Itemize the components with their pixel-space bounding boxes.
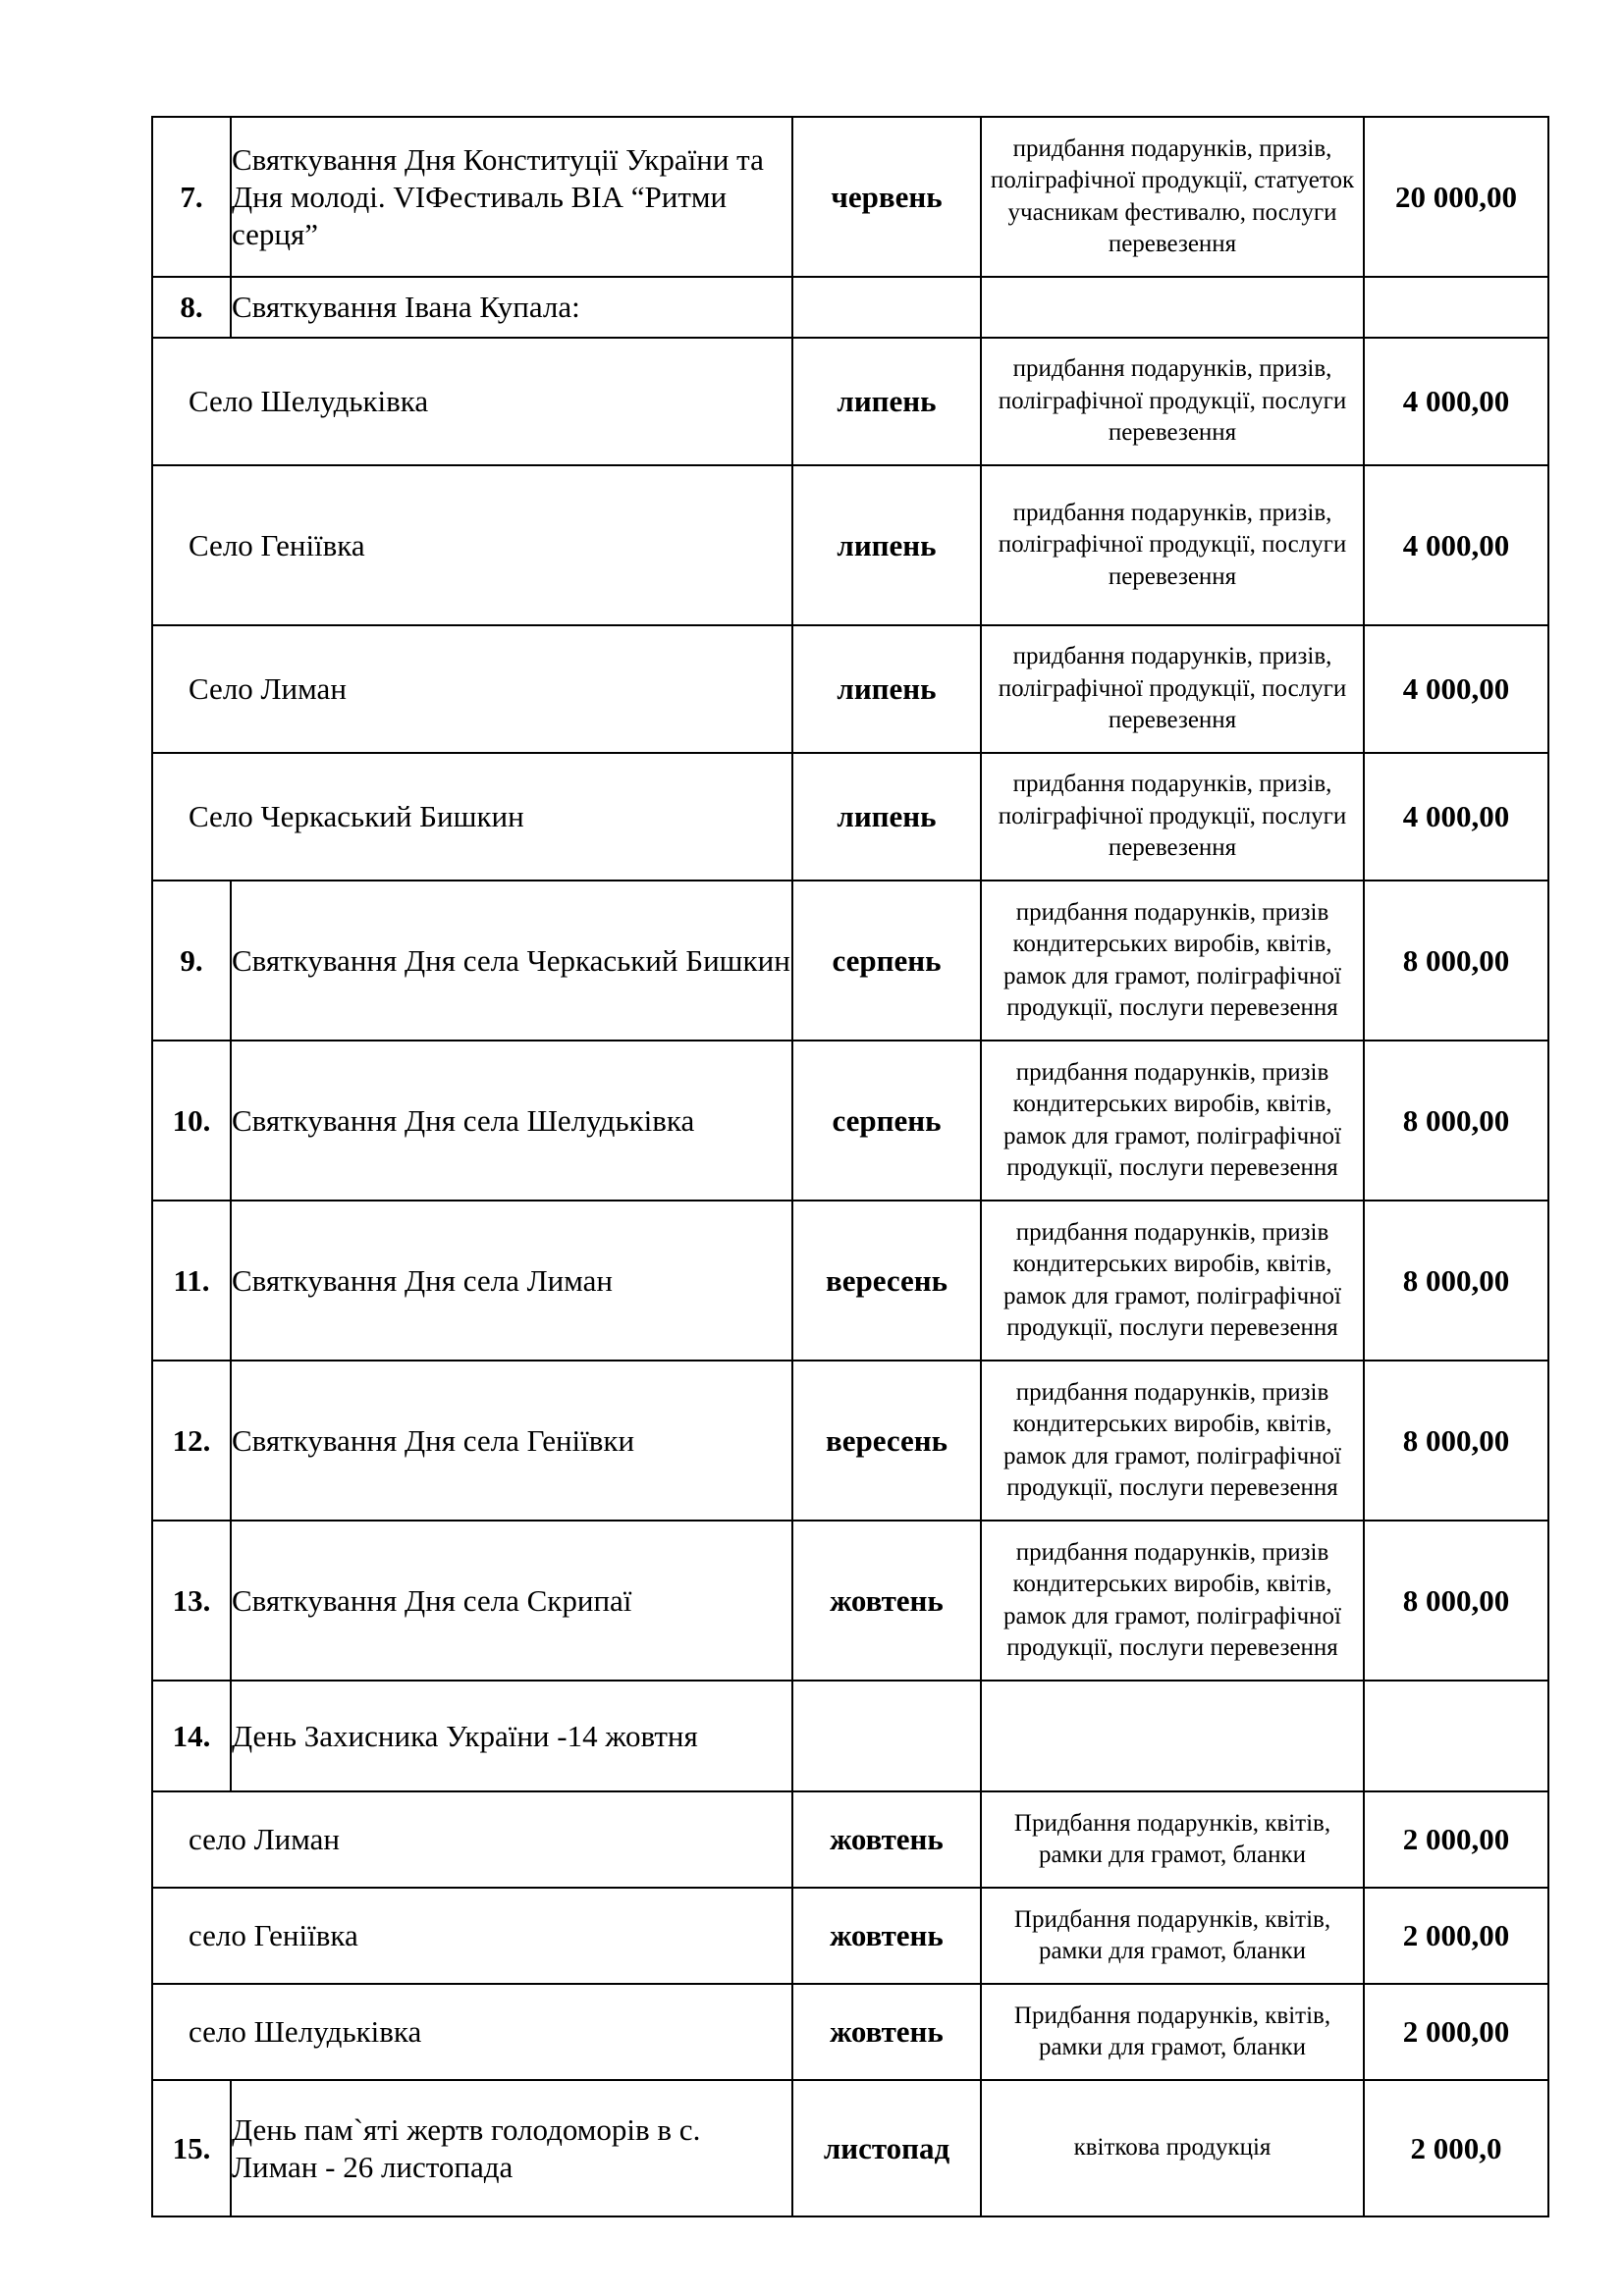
row-number: 10. [152,1041,231,1201]
event-name: Святкування Дня Конституції України та Дня молоді. VIФестиваль ВІА “Ритми серця” [231,117,792,277]
expense-description: придбання подарунків, призів, поліграфічної продукції, послуги перевезення [981,338,1364,465]
expense-amount: 2 000,00 [1364,1984,1548,2080]
event-name: Святкування Дня села Скрипаї [231,1521,792,1681]
event-name: Село Лиман [152,625,792,753]
event-month: жовтень [792,1888,981,1984]
expense-amount [1364,277,1548,338]
event-month: жовтень [792,1791,981,1888]
row-number: 13. [152,1521,231,1681]
event-name: Святкування Дня села Черкаський Бишкин [231,881,792,1041]
expense-amount: 8 000,00 [1364,1041,1548,1201]
expense-description: придбання подарунків, призів, поліграфічної продукції, статуеток учасникам фестивалю, послуги перевезення [981,117,1364,277]
table-row [152,465,1548,625]
table-row [152,1521,1548,1681]
row-number: 9. [152,881,231,1041]
event-month: липень [792,465,981,625]
event-name: Святкування Дня села Геніївки [231,1361,792,1521]
event-name: Святкування Івана Купала: [231,277,792,338]
expense-amount: 8 000,00 [1364,881,1548,1041]
event-name: День Захисника України -14 жовтня [231,1681,792,1791]
events-budget-table [151,116,1549,2217]
expense-description: придбання подарунків, призів, поліграфічної продукції, послуги перевезення [981,625,1364,753]
expense-amount: 20 000,00 [1364,117,1548,277]
expense-description: придбання подарунків, призів кондитерських виробів, квітів, рамок для грамот, поліграфічної продукції, послуги перевезення [981,1521,1364,1681]
event-month: липень [792,625,981,753]
expense-amount: 8 000,00 [1364,1521,1548,1681]
expense-amount: 2 000,00 [1364,1888,1548,1984]
event-month: вересень [792,1361,981,1521]
event-name: Святкування Дня села Лиман [231,1201,792,1361]
expense-description: придбання подарунків, призів кондитерських виробів, квітів, рамок для грамот, поліграфічної продукції, послуги перевезення [981,1041,1364,1201]
event-name: село Лиман [152,1791,792,1888]
event-name: Село Геніївка [152,465,792,625]
event-month: липень [792,338,981,465]
event-month: липень [792,753,981,881]
expense-description: придбання подарунків, призів кондитерських виробів, квітів, рамок для грамот, поліграфічної продукції, послуги перевезення [981,881,1364,1041]
expense-description: придбання подарунків, призів, поліграфічної продукції, послуги перевезення [981,753,1364,881]
expense-description: Придбання подарунків, квітів, рамки для грамот, бланки [981,1791,1364,1888]
table-row [152,1201,1548,1361]
expense-amount: 8 000,00 [1364,1201,1548,1361]
event-name: Село Черкаський Бишкин [152,753,792,881]
expense-description: придбання подарунків, призів, поліграфічної продукції, послуги перевезення [981,465,1364,625]
event-month: червень [792,117,981,277]
table-row [152,625,1548,753]
row-number: 7. [152,117,231,277]
expense-amount: 2 000,0 [1364,2080,1548,2216]
row-number: 14. [152,1681,231,1791]
expense-amount: 8 000,00 [1364,1361,1548,1521]
table-row [152,1361,1548,1521]
expense-description [981,277,1364,338]
table-row [152,1984,1548,2080]
table-row [152,2080,1548,2216]
event-name: Святкування Дня села Шелудьківка [231,1041,792,1201]
table-row [152,753,1548,881]
event-month: серпень [792,1041,981,1201]
event-month [792,1681,981,1791]
expense-description: Придбання подарунків, квітів, рамки для грамот, бланки [981,1888,1364,1984]
table-row [152,277,1548,338]
event-month: вересень [792,1201,981,1361]
table-row [152,1888,1548,1984]
expense-description: придбання подарунків, призів кондитерських виробів, квітів, рамок для грамот, поліграфічної продукції, послуги перевезення [981,1361,1364,1521]
expense-amount [1364,1681,1548,1791]
expense-description: придбання подарунків, призів кондитерських виробів, квітів, рамок для грамот, поліграфічної продукції, послуги перевезення [981,1201,1364,1361]
event-name: село Геніївка [152,1888,792,1984]
row-number: 8. [152,277,231,338]
table-row [152,338,1548,465]
expense-amount: 4 000,00 [1364,465,1548,625]
table-row [152,117,1548,277]
row-number: 15. [152,2080,231,2216]
expense-description [981,1681,1364,1791]
row-number: 11. [152,1201,231,1361]
expense-amount: 4 000,00 [1364,625,1548,753]
event-month: жовтень [792,1984,981,2080]
event-name: село Шелудьківка [152,1984,792,2080]
expense-amount: 4 000,00 [1364,338,1548,465]
table-row [152,1791,1548,1888]
row-number: 12. [152,1361,231,1521]
event-month: жовтень [792,1521,981,1681]
table-row [152,881,1548,1041]
table-row [152,1041,1548,1201]
expense-amount: 2 000,00 [1364,1791,1548,1888]
expense-description: Придбання подарунків, квітів, рамки для грамот, бланки [981,1984,1364,2080]
event-month: серпень [792,881,981,1041]
event-month: листопад [792,2080,981,2216]
event-name: День пам`яті жертв голодоморів в с. Лиман - 26 листопада [231,2080,792,2216]
event-month [792,277,981,338]
expense-description: квіткова продукція [981,2080,1364,2216]
event-name: Село Шелудьківка [152,338,792,465]
expense-amount: 4 000,00 [1364,753,1548,881]
table-row [152,1681,1548,1791]
